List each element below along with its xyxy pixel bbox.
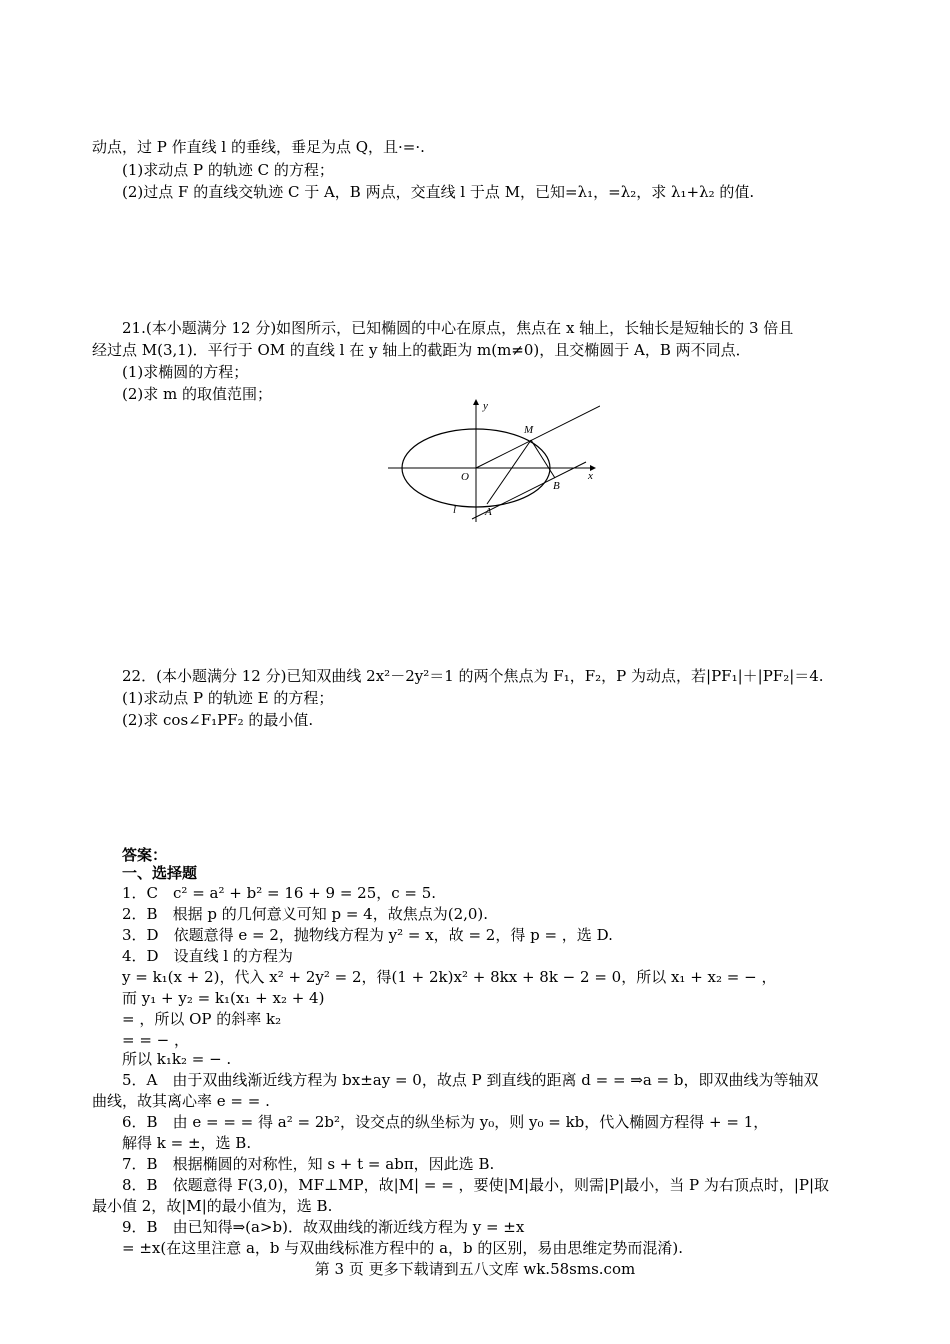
answer-9-line2: = ±x(在这里注意 a，b 与双曲线标准方程中的 a，b 的区别，易由思维定势而混淆).: [122, 1239, 684, 1257]
answer-4-line2: y = k₁(x + 2)，代入 x² + 2y² = 2，得(1 + 2k)x² + 8kx + 8k − 2 = 0，所以 x₁ + x₂ = − ，: [122, 968, 777, 986]
q22-line1: 22．(本小题满分 12 分)已知双曲线 2x²－2y²＝1 的两个焦点为 F₁，F₂，P 为动点，若|PF₁|＋|PF₂|＝4.: [122, 667, 824, 685]
q22-part2: (2)求 cos∠F₁PF₂ 的最小值.: [122, 711, 314, 729]
answer-7: 7．B 根据椭圆的对称性，知 s + t = abπ，因此选 B.: [122, 1155, 495, 1173]
answers-title: 答案：: [122, 846, 168, 864]
answer-4-line5: = = − ，: [122, 1031, 190, 1049]
answer-3: 3．D 依题意得 e = 2，抛物线方程为 y² = x，故 = 2，得 p = ，选 D.: [122, 926, 613, 944]
answer-4-line4: = ，所以 OP 的斜率 k₂: [122, 1010, 282, 1028]
answer-9: 9．B 由已知得⇒(a>b)．故双曲线的渐近线方程为 y = ±x: [122, 1218, 525, 1236]
label-x: x: [588, 470, 593, 482]
line-om: [476, 406, 600, 468]
answer-5: 5．A 由于双曲线渐近线方程为 bx±ay = 0，故点 P 到直线的距离 d = = ⇒a = b，即双曲线为等轴双: [122, 1071, 819, 1089]
q21-line1: 21.(本小题满分 12 分)如图所示，已知椭圆的中心在原点，焦点在 x 轴上，长轴长是短轴长的 3 倍且: [122, 319, 794, 337]
answer-6: 6．B 由 e = = = 得 a² = 2b²，设交点的纵坐标为 y₀，则 y₀ = kb，代入椭圆方程得 + = 1，: [122, 1113, 769, 1131]
label-b: B: [553, 480, 560, 492]
q21-part1: (1)求椭圆的方程；: [122, 363, 249, 381]
segment-ma: [487, 440, 531, 504]
q20-part2: (2)过点 F 的直线交轨迹 C 于 A，B 两点，交直线 l 于点 M，已知=λ₁，=λ₂，求 λ₁+λ₂ 的值.: [122, 183, 755, 201]
answer-1: 1．C c² = a² + b² = 16 + 9 = 25，c = 5.: [122, 884, 437, 902]
answer-2: 2．B 根据 p 的几何意义可知 p = 4，故焦点为(2,0).: [122, 905, 489, 923]
label-o: O: [461, 471, 469, 483]
label-y: y: [483, 400, 488, 412]
answer-5-line2: 曲线，故其离心率 e = = .: [92, 1092, 270, 1110]
q21-line2: 经过点 M(3,1)．平行于 OM 的直线 l 在 y 轴上的截距为 m(m≠0)，且交椭圆于 A，B 两不同点．: [92, 341, 751, 359]
q20-part1: (1)求动点 P 的轨迹 C 的方程；: [122, 161, 334, 179]
page-footer: 第 3 页 更多下载请到五八文库 wk.58sms.com: [314, 1260, 636, 1278]
q21-part2: (2)求 m 的取值范围；: [122, 385, 273, 403]
label-a: A: [485, 506, 492, 518]
q22-part1: (1)求动点 P 的轨迹 E 的方程；: [122, 689, 334, 707]
segment-mb: [531, 440, 555, 478]
answer-4-line6: 所以 k₁k₂ = − .: [122, 1050, 232, 1068]
q20-continuation: 动点，过 P 作直线 l 的垂线，垂足为点 Q，且·=·.: [92, 138, 425, 156]
answer-6-line2: 解得 k = ±，选 B.: [122, 1134, 252, 1152]
answer-8: 8．B 依题意得 F(3,0)，MF⊥MP，故|M| = = ，要使|M|最小，则需|P|最小，当 P 为右顶点时，|P|取: [122, 1176, 830, 1194]
answer-4-line3: 而 y₁ + y₂ = k₁(x₁ + x₂ + 4): [122, 989, 325, 1007]
label-l: l: [453, 504, 457, 516]
answers-section: 一、选择题: [122, 864, 198, 882]
answer-8-line2: 最小值 2，故|M|的最小值为，选 B.: [92, 1197, 333, 1215]
answer-4: 4．D 设直线 l 的方程为: [122, 947, 293, 965]
label-m: M: [524, 424, 534, 436]
ellipse-figure: [385, 396, 600, 524]
